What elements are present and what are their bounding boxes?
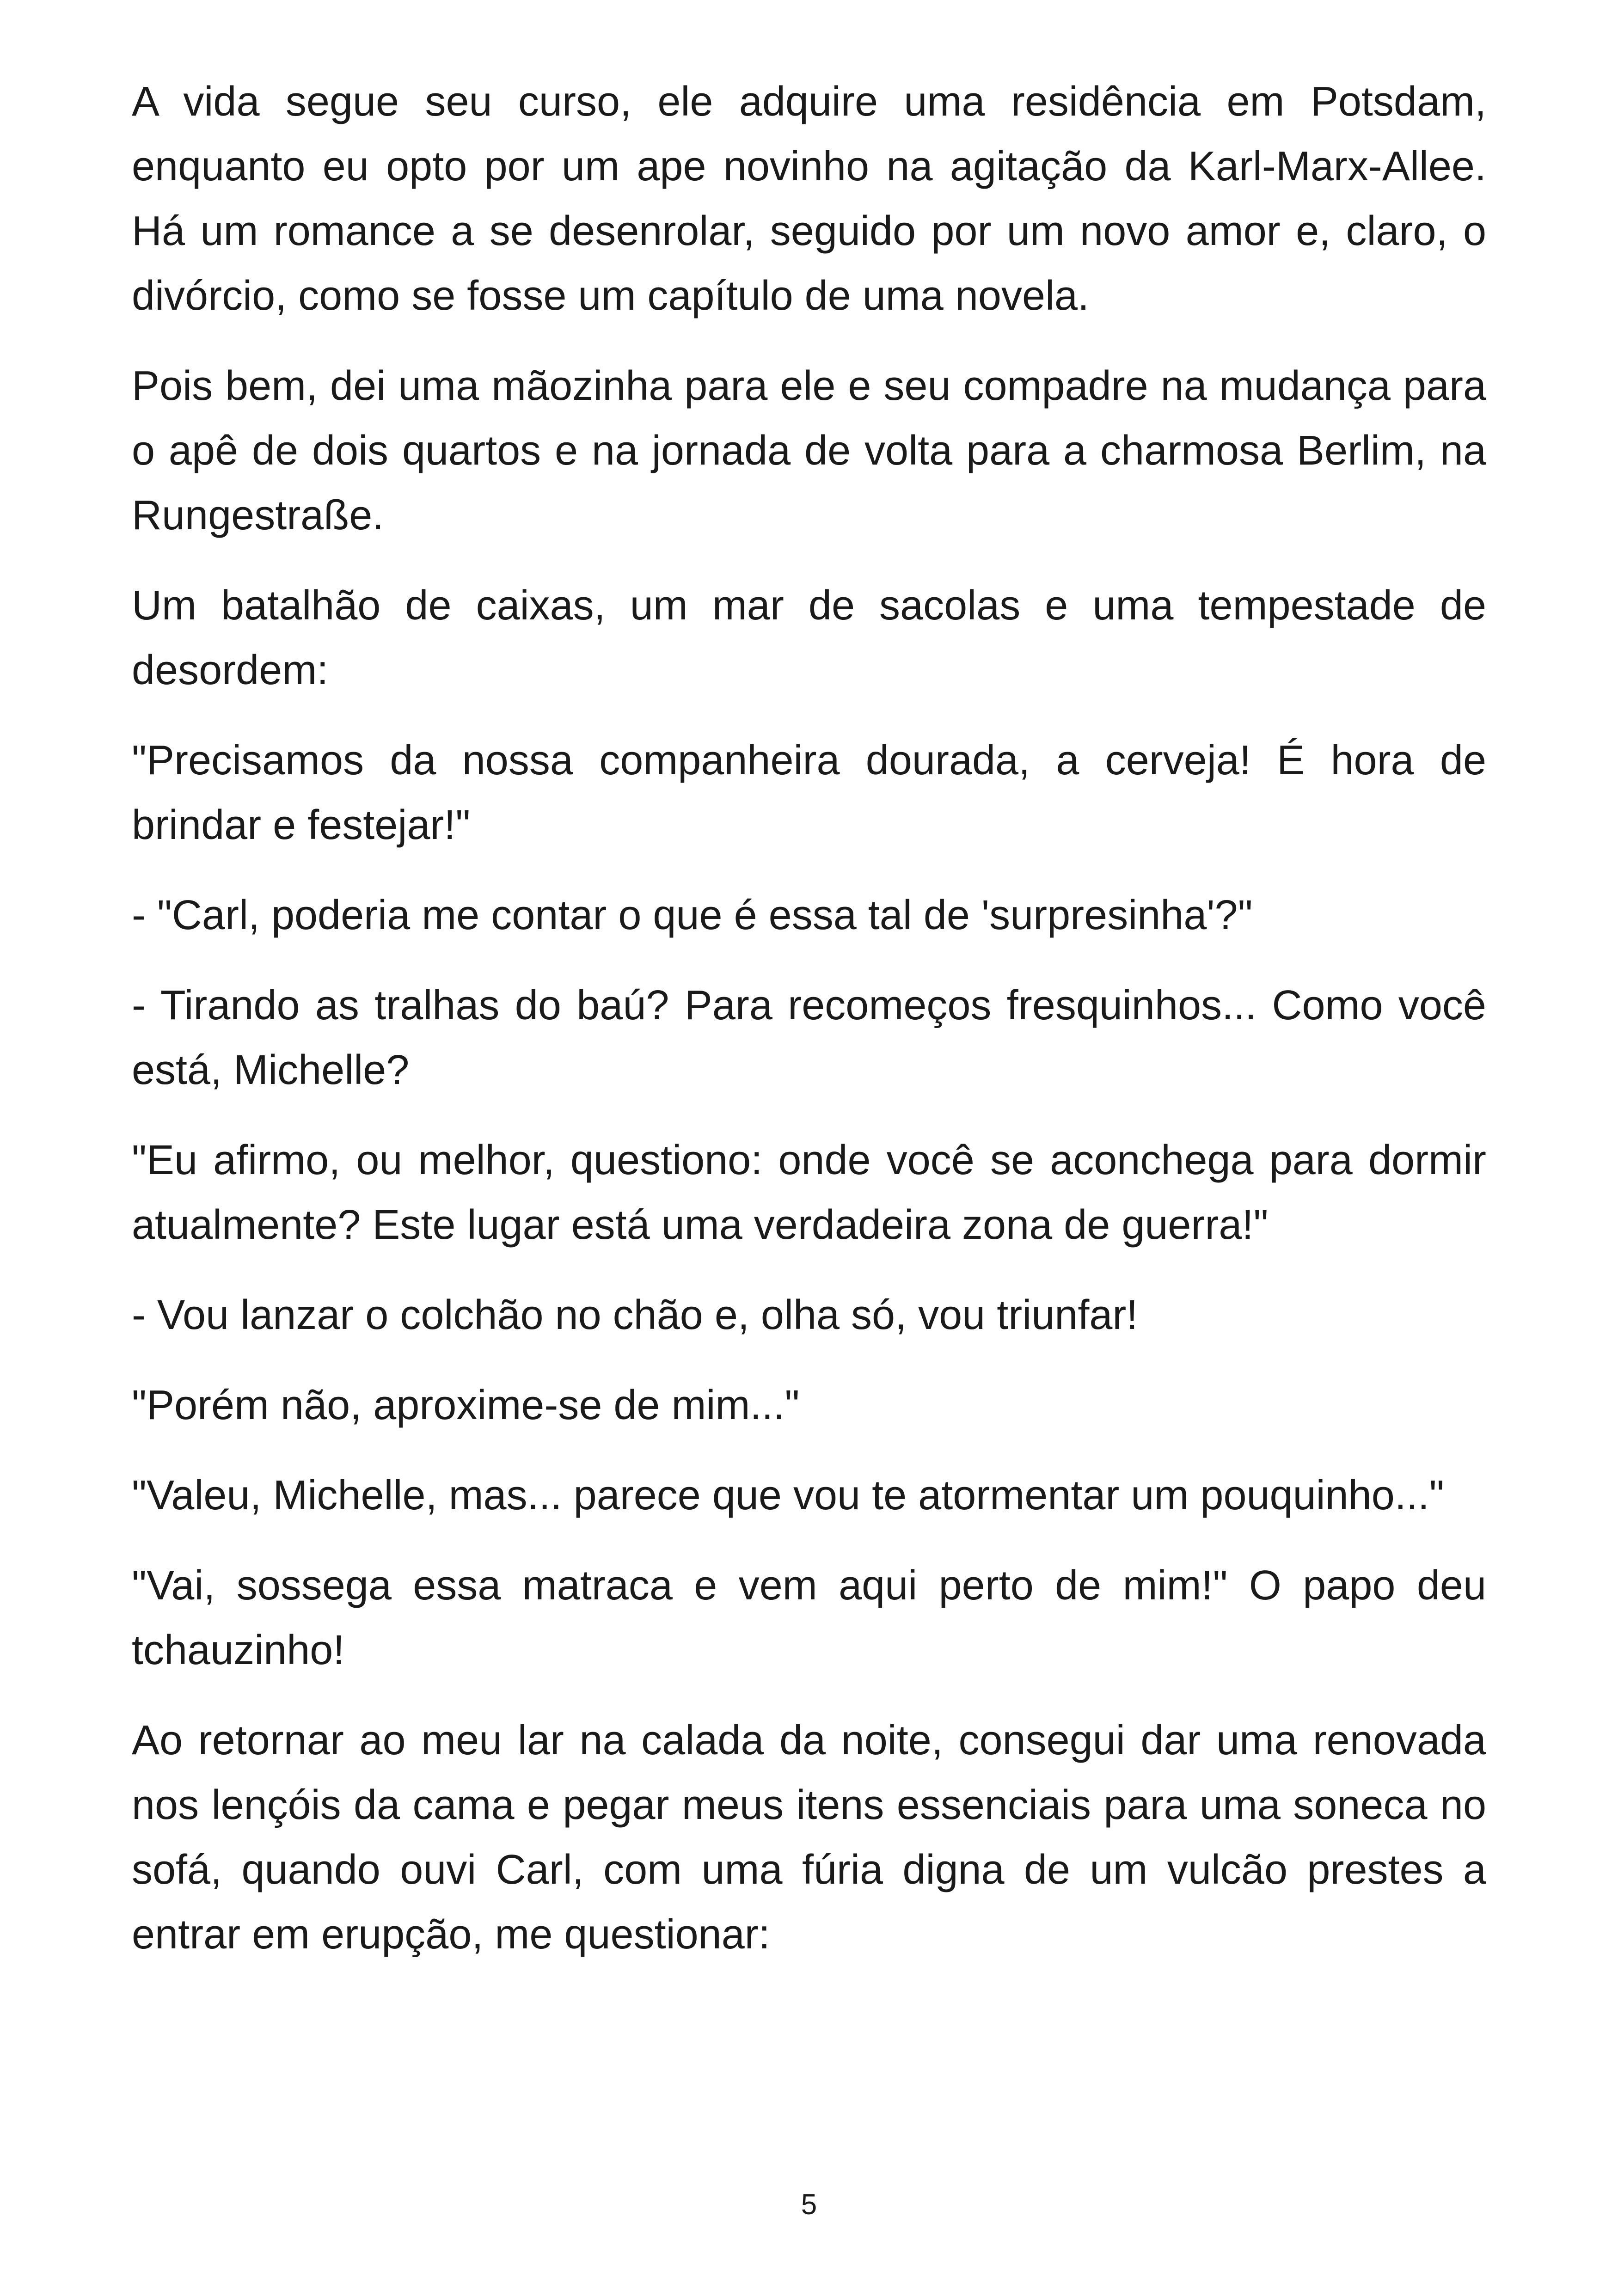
paragraph-7: "Eu afirmo, ou melhor, questiono: onde você se aconchega para dormir atualmente? Este lugar está uma verdadeira zona de guerra!" bbox=[132, 1137, 1486, 1248]
paragraph-12: Ao retornar ao meu lar na calada da noite, consegui dar uma renovada nos lençóis da cama e pegar meus itens essenciais para uma soneca no sofá, quando ouvi Carl, com uma fúria digna de um vulcão prestes a entrar em erupção, me questionar: bbox=[132, 1717, 1486, 1958]
paragraph-10: "Valeu, Michelle, mas... parece que vou te atormentar um pouquinho..." bbox=[132, 1472, 1444, 1518]
page-number: 5 bbox=[801, 2189, 817, 2221]
paragraph-1: A vida segue seu curso, ele adquire uma residência em Potsdam, enquanto eu opto por um ape novinho na agitação da Karl-Marx-Allee. Há um romance a se desenrolar, seguido por um novo amor e, claro, o divórcio, como se fosse um capítulo de uma novela. bbox=[132, 79, 1486, 319]
paragraph-4: "Precisamos da nossa companheira dourada, a cerveja! É hora de brindar e festejar!" bbox=[132, 737, 1486, 848]
paragraph-11: "Vai, sossega essa matraca e vem aqui perto de mim!" O papo deu tchauzinho! bbox=[132, 1562, 1486, 1673]
paragraph-6: - Tirando as tralhas do baú? Para recomeços fresquinhos... Como você está, Michelle? bbox=[132, 982, 1486, 1093]
paragraph-5: - "Carl, poderia me contar o que é essa tal de 'surpresinha'?" bbox=[132, 892, 1253, 938]
body-text bbox=[132, 69, 1486, 1992]
paragraph-2: Pois bem, dei uma mãozinha para ele e seu compadre na mudança para o apê de dois quartos e na jornada de volta para a charmosa Berlim, na Rungestraße. bbox=[132, 363, 1486, 539]
paragraph-9: "Porém não, aproxime-se de mim..." bbox=[132, 1382, 800, 1428]
paragraph-3: Um batalhão de caixas, um mar de sacolas e uma tempestade de desordem: bbox=[132, 582, 1486, 693]
paragraph-8: - Vou lanzar o colchão no chão e, olha só, vou triunfar! bbox=[132, 1292, 1138, 1338]
